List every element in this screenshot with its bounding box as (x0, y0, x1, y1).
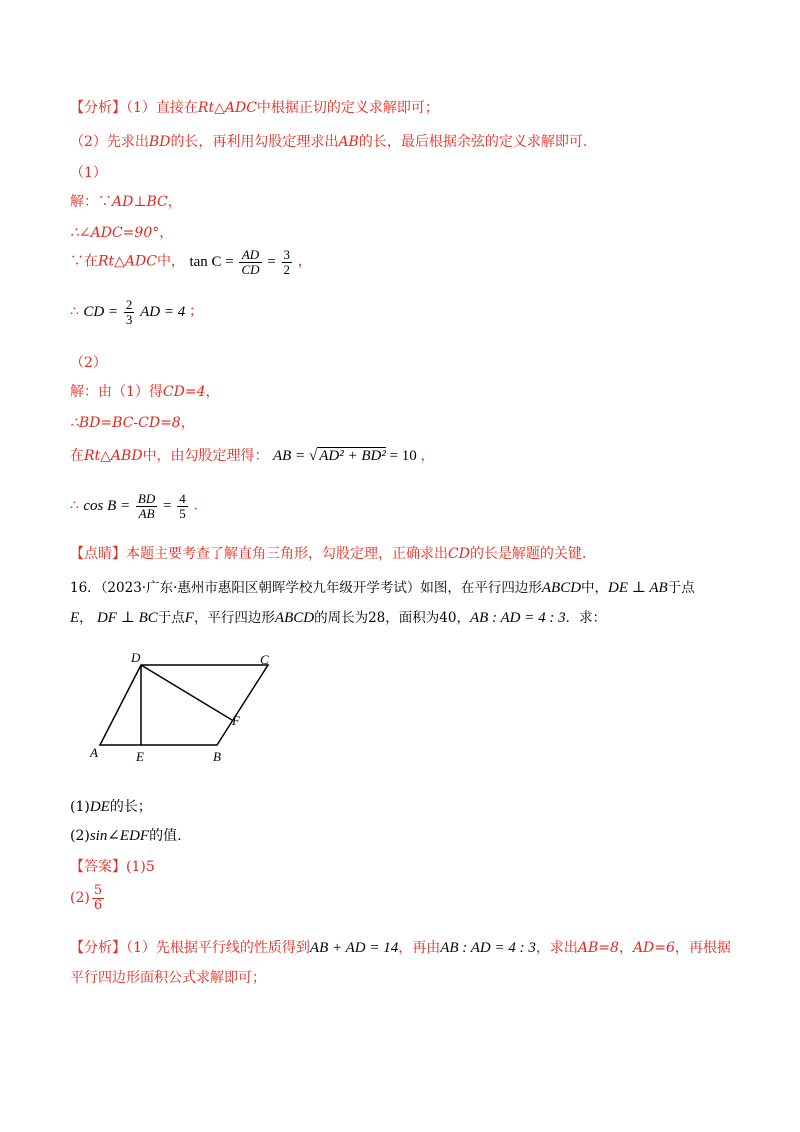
part2-label: （2） (70, 355, 107, 371)
answer-1: (1)5 (126, 859, 155, 875)
part1-label: （1） (70, 165, 107, 181)
ratio-expr: AB : AD = 4 : 3 (440, 940, 536, 956)
fraction-num: AD (239, 248, 261, 263)
fraction-den: AB (138, 505, 155, 521)
fraction-den: 6 (93, 897, 103, 913)
solution-text: ； (188, 303, 203, 320)
formula-lhs: CD = (83, 303, 119, 320)
question16-line-1 (70, 576, 695, 597)
formula-lhs: tan C = (189, 253, 234, 270)
question-text: 中， (581, 580, 609, 596)
sum-expr: AB + AD = 14 (309, 940, 399, 956)
analysis-text: 中根据正切的定义求解即可； (256, 100, 439, 116)
subquestion-1 (70, 796, 152, 816)
solution-text: 中， (156, 253, 185, 270)
cd-formula (83, 297, 189, 327)
question-text: 于点 (667, 580, 695, 596)
perpendicular-de-ab: DE ⊥ AB (608, 580, 668, 596)
tan-formula (189, 247, 297, 277)
formula-rhs: = 10 (389, 448, 417, 464)
solution2-line-1 (70, 381, 220, 401)
pythagoras-formula (273, 447, 421, 464)
point-f: F (184, 610, 194, 626)
equals-sign: = (163, 497, 172, 514)
solution2-line-2 (70, 412, 195, 432)
question-text: ，平行四边形 (193, 610, 275, 626)
solution-text: ， (205, 384, 220, 400)
analysis-text: ，求出 (535, 940, 578, 956)
solution-text: ， (180, 415, 195, 431)
fraction-ad-cd (239, 248, 261, 276)
equals-sign: = (267, 253, 276, 270)
triangle-expr: Rt△ABD (84, 448, 143, 464)
subquestion-text: 的长； (109, 799, 152, 815)
triangle-expr: Rt△ADC (197, 100, 257, 116)
analysis-bracket: 【分析】 (70, 100, 126, 116)
fraction-num: 3 (283, 247, 291, 262)
label-a: A (90, 745, 98, 760)
fraction-5-6 (92, 884, 104, 912)
analysis2-line-1 (70, 937, 731, 957)
solution-text: . (193, 497, 198, 514)
ad-value: AD=6 (632, 940, 675, 956)
solution2-line-3 (70, 445, 435, 465)
formula-lhs: cos B = (83, 497, 131, 514)
analysis-text: （1）先根据平行线的性质得到 (126, 940, 310, 956)
solution-text: 解：∵ (70, 194, 112, 210)
point-e: E (70, 610, 80, 626)
solution-text: ∴ (70, 497, 79, 514)
fraction-den: 5 (179, 505, 186, 521)
solution-text: ， (167, 194, 182, 210)
answer-line-1 (70, 856, 155, 876)
label-d: D (131, 650, 141, 665)
analysis-text: ，再由 (398, 940, 441, 956)
label-f: F (232, 713, 240, 728)
analysis-text: ， (618, 940, 633, 956)
fraction-den: 2 (283, 261, 291, 277)
segment-de: DE (89, 799, 110, 815)
solution-text: 在 (70, 448, 84, 464)
fraction-num: 5 (93, 883, 103, 898)
ratio-expr: AB : AD = 4 : 3 (469, 610, 566, 626)
analysis2-line-2: 平行四边形面积公式求解即可； (70, 970, 266, 986)
comment-text: 本题主要考查了解直角三角形，勾股定理，正确求出 (126, 546, 448, 562)
comment-text: 的长是解题的关键. (469, 546, 587, 562)
parallelogram-name: ABCD (274, 610, 315, 626)
analysis-line-1 (70, 97, 439, 117)
question-text: 16．（2023·广东·惠州市惠阳区朝晖学校九年级开学考试）如图，在平行四边形 (70, 580, 542, 596)
question-text: ．求： (565, 610, 607, 626)
question-text: 于点 (157, 610, 185, 626)
solution-text: 中，由勾股定理得： (142, 448, 269, 464)
fraction-bd-ab (136, 492, 157, 520)
comment-bracket: 【点睛】 (70, 546, 126, 562)
triangle-expr: Rt△ADC (98, 253, 157, 270)
answer-2-label: (2) (70, 890, 90, 907)
fraction-num: 2 (125, 297, 133, 312)
perpendicular-expr: AD⊥BC (112, 194, 168, 210)
ab-value: AB=8 (577, 940, 619, 956)
formula-rhs: AD = 4 (140, 303, 186, 320)
analysis-line-2 (70, 131, 587, 151)
bd-value: ∴BD=BC-CD=8 (70, 415, 181, 431)
question-text: 的周长为28，面积为40， (314, 610, 470, 626)
radicand: AD² + BD² (319, 448, 386, 464)
sin-expr: sin∠EDF (89, 828, 150, 844)
segment-df (141, 665, 232, 720)
fraction-den: CD (241, 261, 260, 277)
answer-bracket: 【答案】 (70, 859, 126, 875)
question16-line-2 (70, 606, 606, 627)
fraction-num: BD (137, 491, 156, 506)
parallelogram-abcd (100, 665, 268, 745)
subquestion-number: (2) (70, 828, 90, 844)
angle-expr: ∴∠ADC=90° (70, 225, 160, 241)
formula-lhs: AB = (273, 448, 306, 464)
sqrt-sign: √ (308, 448, 318, 464)
segment-cd: CD (448, 546, 470, 562)
question-text: ， (79, 610, 93, 626)
comment-line (70, 543, 586, 563)
analysis-text: ，再根据 (674, 940, 731, 956)
solution-text: 解：由（1）得 (70, 384, 163, 400)
cd-value: CD=4 (162, 384, 206, 400)
subquestion-number: (1) (70, 799, 90, 815)
segment-bd: BD (148, 134, 171, 150)
solution1-line-2 (70, 222, 173, 242)
fraction-4-5 (177, 492, 188, 520)
label-c: C (260, 652, 269, 667)
solution1-line-1 (70, 191, 182, 211)
analysis-bracket: 【分析】 (70, 940, 126, 956)
answer-line-2 (70, 884, 106, 912)
fraction-3-2 (282, 248, 293, 276)
cos-formula (83, 491, 193, 521)
fraction-2-3 (124, 298, 135, 326)
parallelogram-name: ABCD (541, 580, 582, 596)
solution-text: ， (297, 253, 312, 270)
solution2-line-4 (70, 492, 198, 520)
parallelogram-figure (80, 650, 280, 765)
analysis-text: （1）直接在 (126, 100, 198, 116)
analysis-text: 的长，再利用勾股定理求出 (170, 134, 339, 150)
fraction-num: 4 (179, 491, 186, 506)
solution1-line-4 (70, 298, 203, 326)
solution-text: ， (159, 225, 174, 241)
subquestion-2 (70, 825, 182, 845)
segment-ab: AB (338, 134, 359, 150)
analysis-text: （2）先求出 (70, 134, 149, 150)
solution1-line-3 (70, 248, 312, 276)
solution-text: ∵在 (70, 253, 98, 270)
label-b: B (213, 749, 221, 764)
solution-text: ， (420, 448, 435, 464)
perpendicular-df-bc: DF ⊥ BC (96, 610, 158, 626)
subquestion-text: 的值. (149, 828, 182, 844)
solution-text: ∴ (70, 303, 79, 320)
fraction-den: 3 (125, 311, 133, 327)
label-e: E (136, 749, 144, 764)
analysis-text: 的长，最后根据余弦的定义求解即可. (358, 134, 588, 150)
